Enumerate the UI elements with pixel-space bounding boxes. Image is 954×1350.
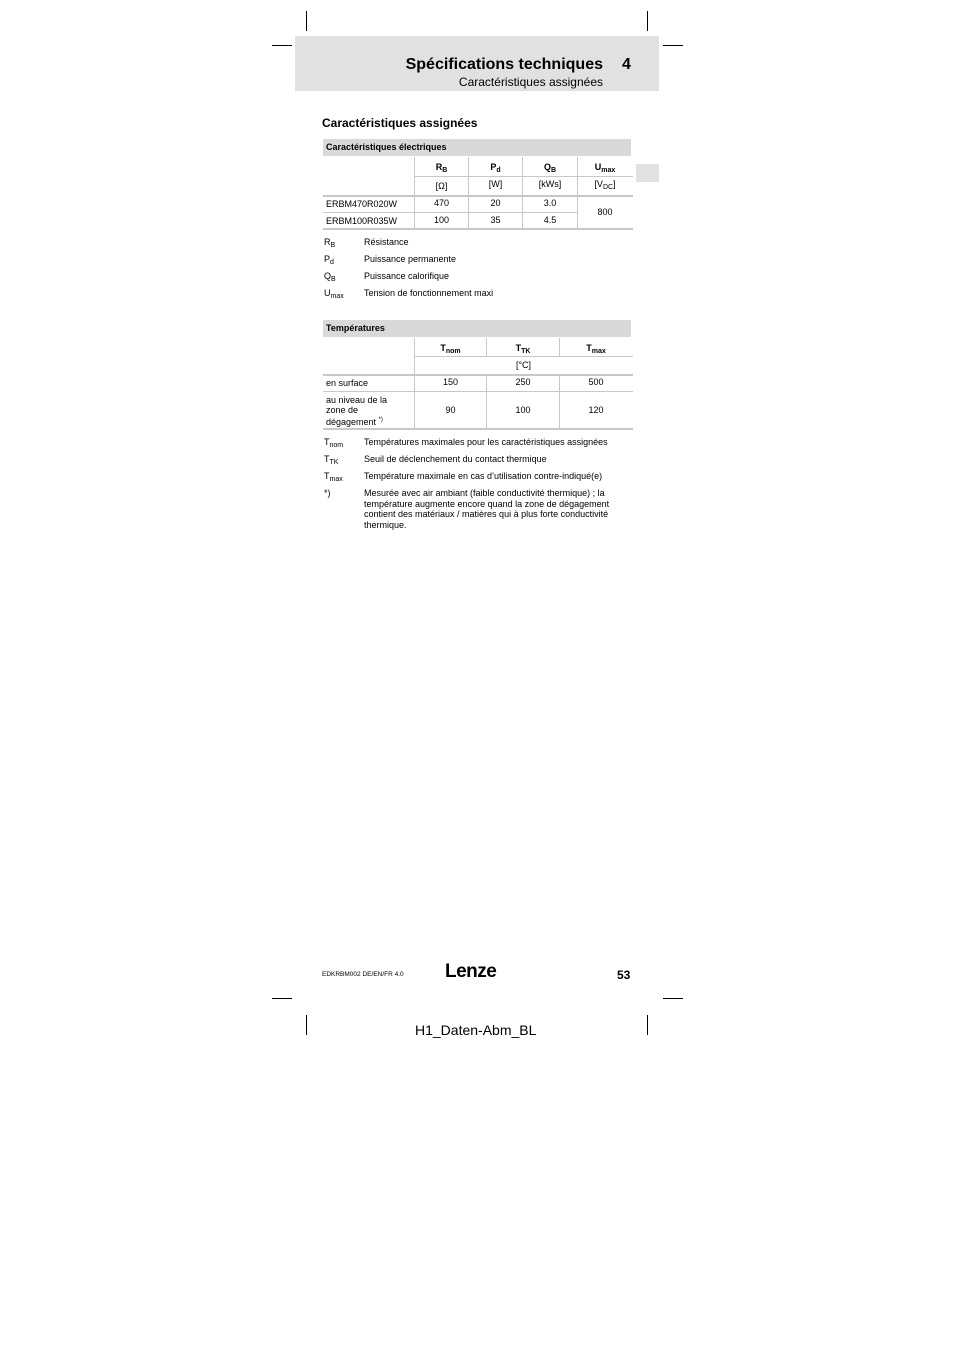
- col-header-pd: $P_d$: [490, 162, 501, 174]
- crop-mark: [306, 1015, 307, 1035]
- unit-rb: [Ω]: [435, 181, 448, 191]
- crop-mark: [306, 11, 307, 31]
- table-rule: [323, 212, 578, 213]
- thumb-tab: [636, 164, 659, 182]
- cell-qb: 3.0: [543, 198, 557, 208]
- unit-temperature: [°C]: [515, 360, 532, 370]
- legend-symbol: $T_{TK}$: [324, 454, 339, 466]
- cell-rb: 470: [433, 198, 450, 208]
- legend-text: Mesurée avec air ambiant (faible conductivité thermique) ; la température augmente encore quand la zone de dégagement contient des matériaux / matières qui à plus forte conductivité thermique.: [364, 488, 610, 530]
- cell-umax-shared: 800: [597, 207, 613, 217]
- crop-mark: [663, 45, 683, 46]
- cell-tmax: 120: [588, 405, 604, 415]
- cell-tnom: 90: [445, 405, 456, 415]
- lenze-logo: Lenze: [445, 961, 497, 982]
- crop-mark: [663, 998, 683, 999]
- row-name: ERBM470R020W: [326, 199, 398, 209]
- document-code: EDKRBM002 DE/EN/FR 4.0: [322, 971, 404, 978]
- cell-qb: 4.5: [543, 215, 557, 225]
- cell-ttk: 250: [515, 377, 531, 387]
- cell-pd: 20: [490, 198, 501, 208]
- legend-symbol: $T_{nom}$: [324, 437, 344, 449]
- col-header-umax: $U_{max}$: [594, 162, 616, 174]
- table-rule: [323, 428, 633, 430]
- cell-tmax: 500: [588, 377, 604, 387]
- legend-symbol: *): [324, 488, 331, 498]
- table-rule: [323, 228, 633, 230]
- row-name: ERBM100R035W: [326, 216, 398, 226]
- col-header-ttk: $T_{TK}$: [515, 343, 531, 355]
- legend-text: Résistance: [364, 237, 409, 247]
- chapter-title: Spécifications techniques: [405, 56, 603, 73]
- legend-text: Seuil de déclenchement du contact thermique: [364, 454, 547, 464]
- section-title: Caractéristiques assignées: [322, 116, 478, 130]
- legend-symbol: $Q_B$: [324, 271, 336, 283]
- chapter-number: 4: [622, 56, 631, 73]
- cell-tnom: 150: [442, 377, 459, 387]
- legend-text: Puissance permanente: [364, 254, 457, 264]
- row-name: au niveau de la zone de dégagement *): [326, 395, 388, 427]
- temperature-table-heading: Températures: [323, 320, 631, 337]
- table-rule: [323, 391, 633, 392]
- crop-mark: [647, 11, 648, 31]
- electrical-table-heading: Caractéristiques électriques: [323, 139, 631, 156]
- legend-text: Température maximale en cas d’utilisation contre-indiqué(e): [364, 471, 603, 481]
- chapter-subtitle: Caractéristiques assignées: [458, 75, 603, 89]
- legend-text: Puissance calorifique: [364, 271, 450, 281]
- unit-pd: [W]: [488, 179, 503, 189]
- legend-symbol: $T_{max}$: [324, 471, 343, 483]
- legend-text: Tension de fonctionnement maxi: [364, 288, 494, 298]
- legend-text: Températures maximales pour les caractéristiques assignées: [364, 437, 608, 447]
- col-header-tnom: $T_{nom}$: [440, 343, 461, 355]
- unit-qb: [kWs]: [538, 179, 562, 189]
- col-header-qb: $Q_B$: [543, 162, 557, 174]
- bottom-label: H1_Daten-Abm_BL: [415, 1022, 537, 1038]
- cell-rb: 100: [433, 215, 450, 225]
- unit-umax: $[V_{DC}]$: [594, 179, 616, 191]
- cell-ttk: 100: [515, 405, 531, 415]
- page-number: 53: [617, 968, 631, 982]
- legend-symbol: $P_d$: [324, 254, 334, 266]
- col-header-rb: $R_B$: [435, 162, 448, 174]
- crop-mark: [272, 998, 292, 999]
- row-name: en surface: [326, 378, 369, 388]
- legend-symbol: $U_{max}$: [324, 288, 344, 300]
- legend-symbol: $R_B$: [324, 237, 336, 249]
- crop-mark: [647, 1015, 648, 1035]
- col-header-tmax: $T_{max}$: [586, 343, 606, 355]
- cell-pd: 35: [490, 215, 501, 225]
- crop-mark: [272, 45, 292, 46]
